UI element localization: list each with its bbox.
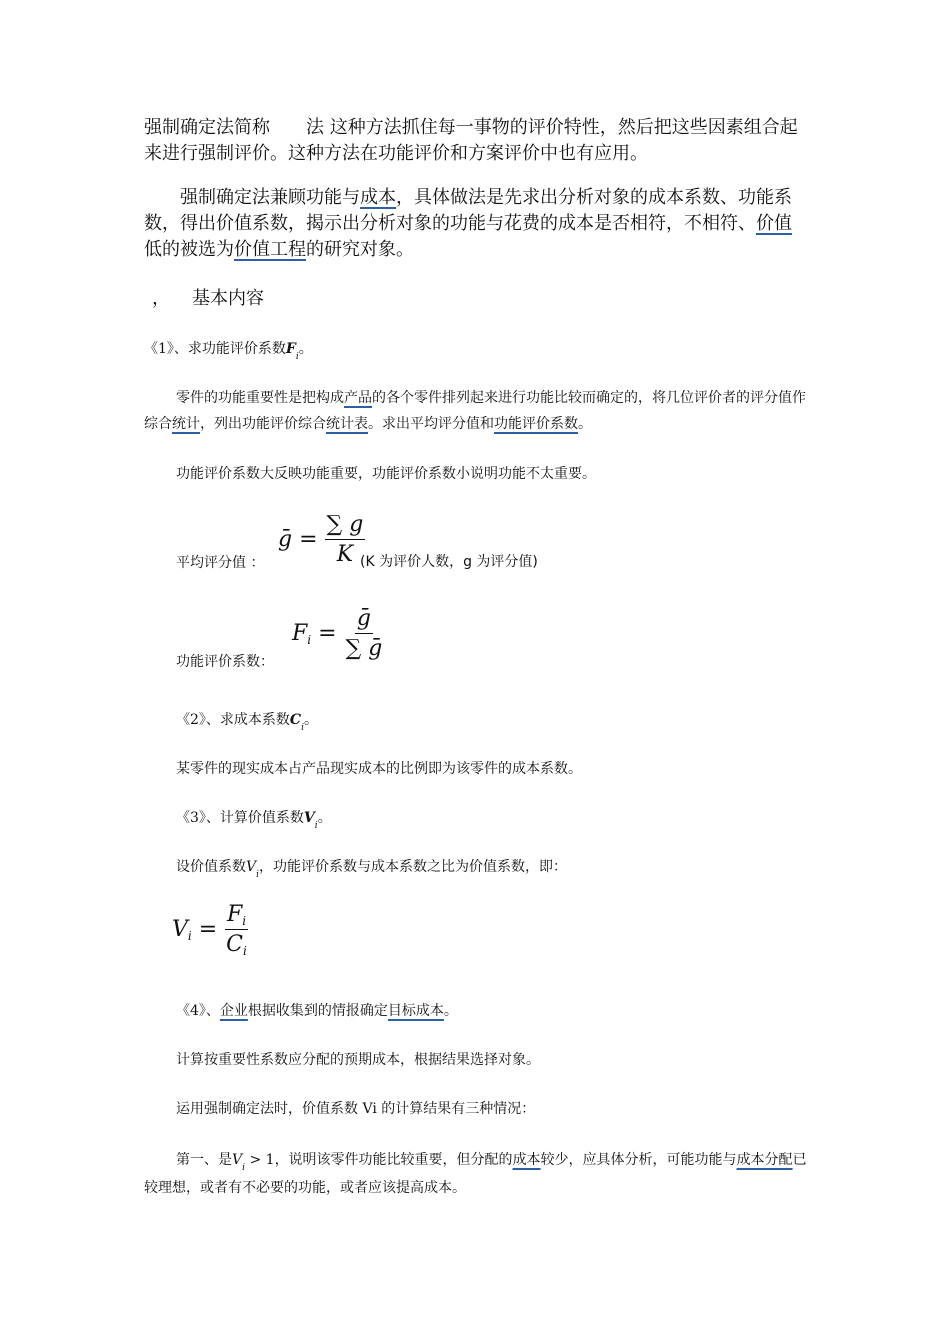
step-4-heading: 《4》、企业根据收集到的情报确定目标成本。	[176, 1003, 458, 1019]
link-product[interactable]: 产品	[344, 390, 372, 406]
step-1-heading: 《1》、求功能评价系数$F_i$。	[144, 341, 313, 362]
value-coefficient-formula: Vi = $\frac{Fi}{Ci}$	[172, 902, 247, 959]
importance-paragraph: 零件的功能重要性是把构成产品的各个零件排列起来进行功能比较而确定的，将几位评价者的评分值作综合统计，列出功能评价综合统计表。求出平均评分值和功能评价系数。	[144, 390, 806, 432]
link-statistics[interactable]: 统计	[172, 416, 200, 432]
section-heading: ， 基本内容	[152, 288, 264, 309]
value-coefficient-paragraph: 设价值系数$V_i$，功能评价系数与成本系数之比为价值系数，即：	[176, 859, 568, 880]
link-function-coefficient[interactable]: 功能评价系数	[494, 416, 578, 432]
link-cost[interactable]: 成本	[360, 187, 396, 208]
function-coefficient-fraction: $\frac{\text{ḡ}}{\text{∑ ḡ}}$	[345, 606, 383, 662]
function-coefficient-label: 功能评价系数：	[176, 654, 274, 670]
expected-cost-paragraph: 计算按重要性系数应分配的预期成本，根据结果选择对象。	[176, 1052, 540, 1068]
average-score-fraction: $\frac{\sum g}{K}$	[326, 512, 364, 568]
link-enterprise[interactable]: 企业	[219, 1003, 248, 1019]
coefficient-note: 功能评价系数大反映功能重要，功能评价系数小说明功能不太重要。	[176, 466, 596, 482]
method-paragraph: 强制确定法兼顾功能与成本，具体做法是先求出分析对象的成本系数、功能系数，得出价值系数，揭示出分析对象的功能与花费的成本是否相符，不相符、价值低的被选为价值工程的研究对象。	[144, 187, 792, 260]
link-cost-2[interactable]: 成本	[512, 1152, 541, 1168]
cost-coefficient-paragraph: 某零件的现实成本占产品现实成本的比例即为该零件的成本系数。	[176, 761, 582, 777]
average-score-label: 平均评分值 ：	[176, 555, 265, 571]
value-coefficient-fraction: $\frac{Fi}{Ci}$	[226, 902, 247, 959]
step-2-heading: 《2》、求成本系数$C_i$。	[176, 712, 318, 733]
link-statistics-table[interactable]: 统计表	[326, 416, 368, 432]
link-cost-allocation[interactable]: 成本分配	[736, 1152, 793, 1168]
average-score-note: (K 为评价人数，g 为评分值)	[360, 554, 538, 570]
link-value[interactable]: 价值	[756, 213, 792, 234]
link-target-cost[interactable]: 目标成本	[387, 1003, 444, 1019]
average-score-formula: ḡ = $\frac{\sum g}{K}$	[278, 512, 364, 568]
case-one-paragraph: 第一、是$V_i > 1$，说明该零件功能比较重要，但分配的成本较少，应具体分析，可能功能与成本分配已较理想，或者有不必要的功能，或者应该提高成本。	[144, 1152, 807, 1196]
three-cases-paragraph: 运用强制确定法时，价值系数 Vi 的计算结果有三种情况：	[176, 1101, 536, 1117]
link-value-engineering[interactable]: 价值工程	[234, 239, 306, 260]
intro-paragraph: 强制确定法简称 法 这种方法抓住每一事物的评价特性，然后把这些因素组合起来进行强制评价。这种方法在功能评价和方案评价中也有应用。	[144, 117, 798, 164]
step-3-heading: 《3》、计算价值系数$V_i$。	[176, 810, 332, 831]
function-coefficient-formula: Fi = $\frac{\text{ḡ}}{\text{∑ ḡ}}$	[292, 606, 383, 662]
